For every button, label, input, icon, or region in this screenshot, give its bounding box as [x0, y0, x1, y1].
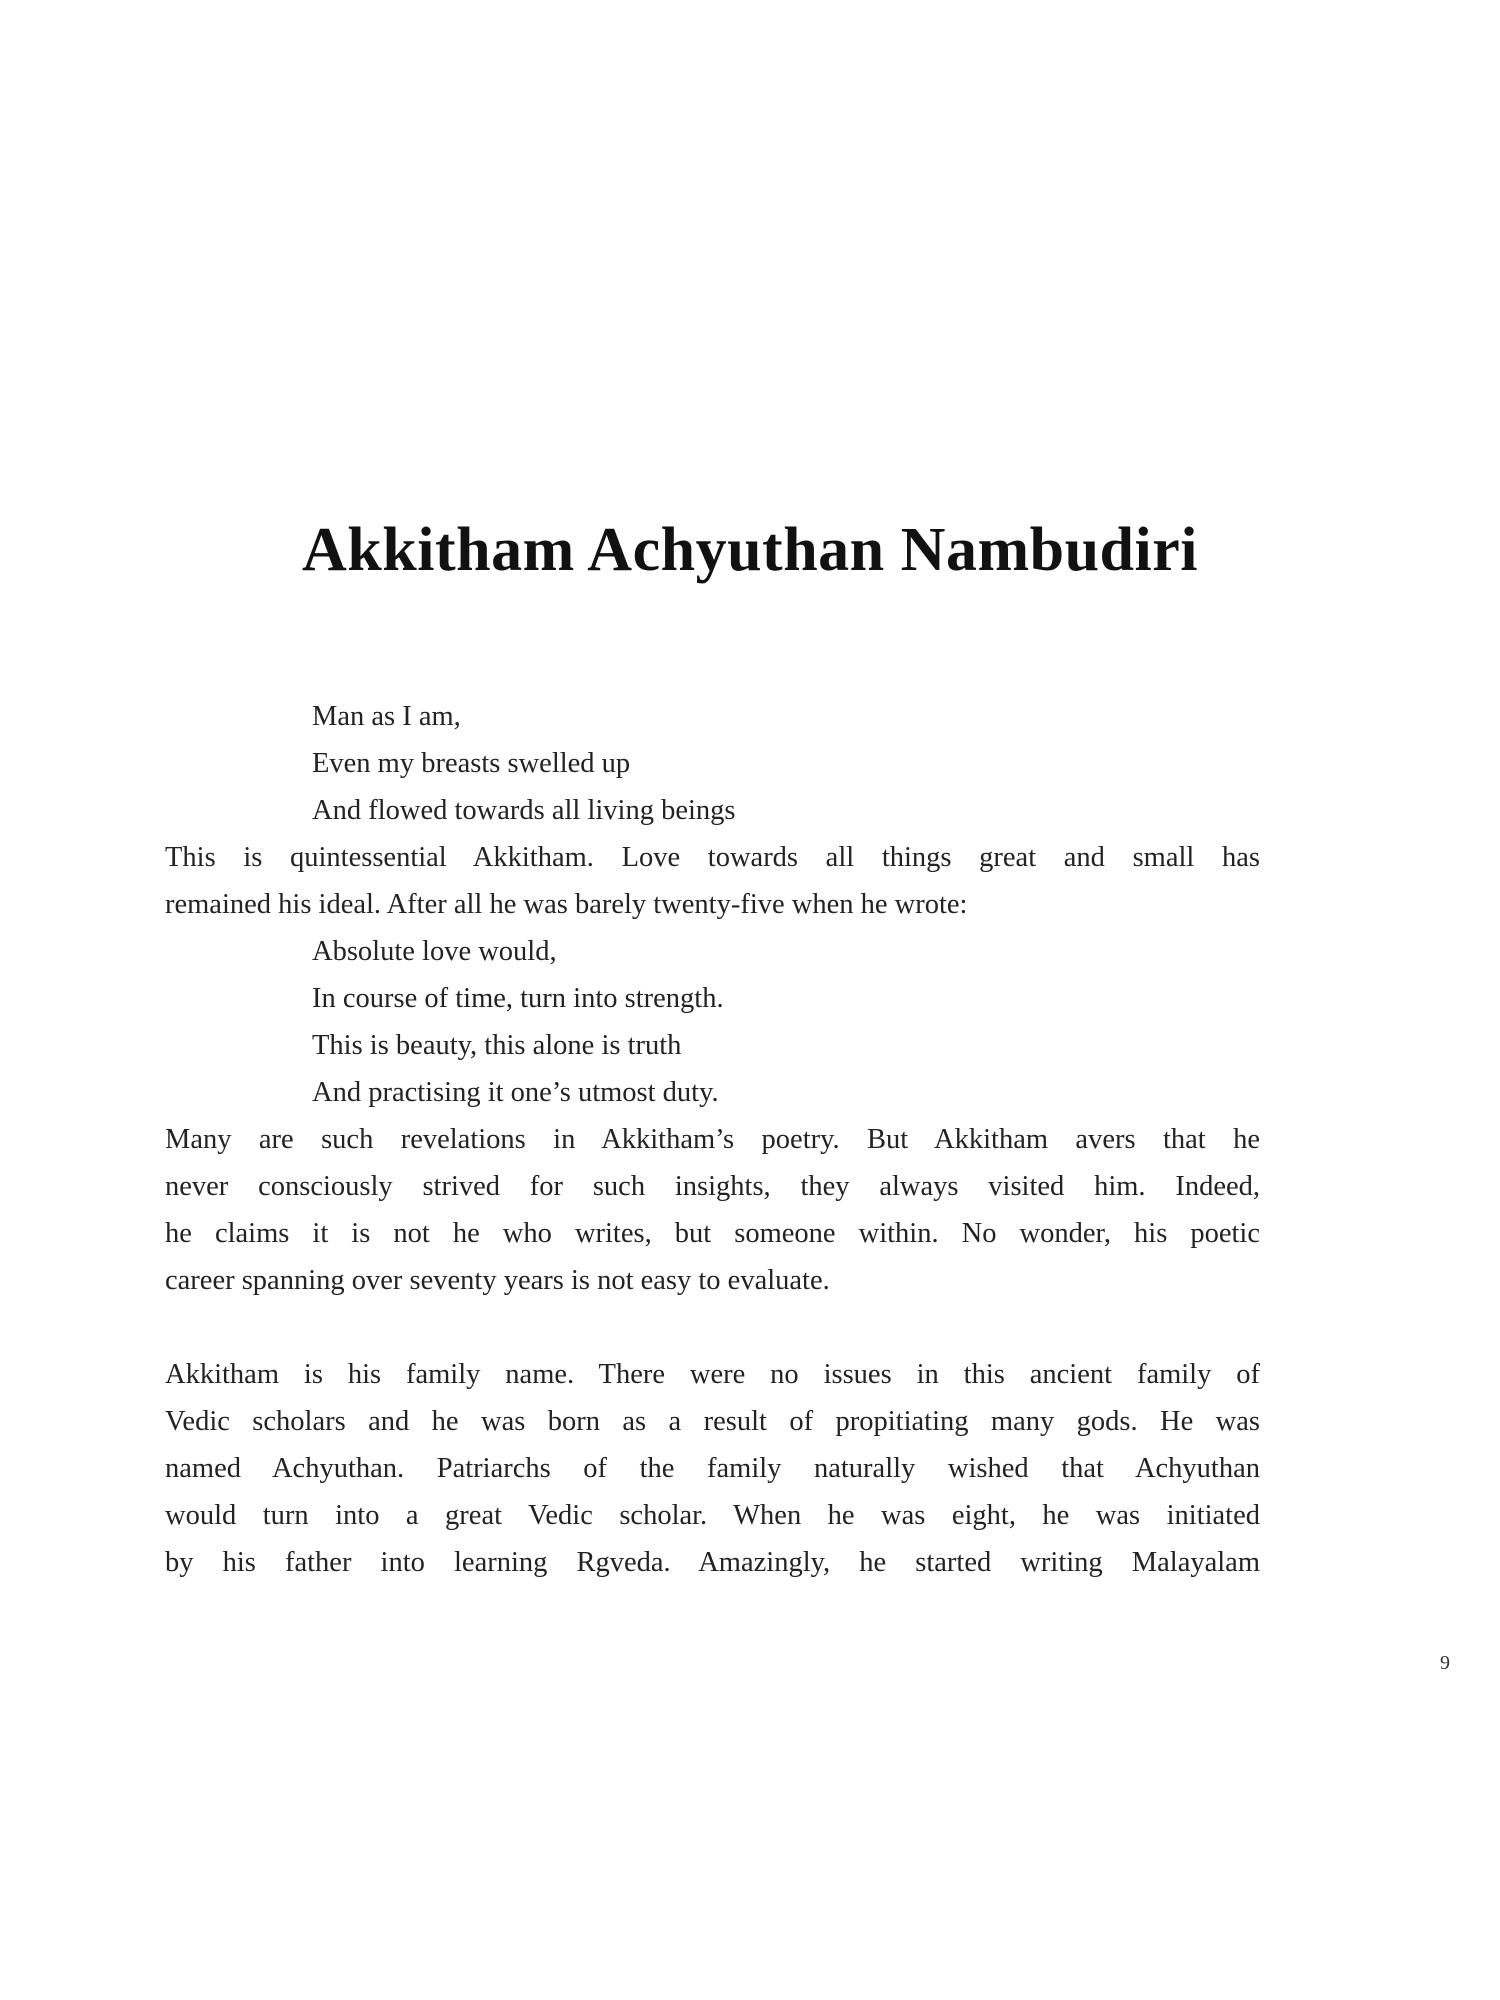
paragraph-3 — [165, 1351, 1260, 1586]
chapter-body — [165, 693, 1260, 1586]
paragraph-2 — [165, 1116, 1260, 1304]
verse-line: And practising it one’s utmost duty. — [312, 1077, 719, 1108]
paragraph-line: would turn into a great Vedic scholar. When he was eight, he was initiated — [165, 1500, 1260, 1531]
paragraph-line: remained his ideal. After all he was barely twenty-five when he wrote: — [165, 889, 968, 920]
verse-line: And flowed towards all living beings — [312, 795, 736, 826]
paragraph-line: Akkitham is his family name. There were no issues in this ancient family of — [165, 1359, 1260, 1390]
verse-line: This is beauty, this alone is truth — [312, 1030, 682, 1061]
paragraph-line: Many are such revelations in Akkitham’s poetry. But Akkitham avers that he — [165, 1124, 1260, 1155]
paragraph-line: This is quintessential Akkitham. Love towards all things great and small has — [165, 842, 1260, 873]
verse-line: Even my breasts swelled up — [312, 748, 631, 779]
page-number: 9 — [1440, 1652, 1450, 1674]
paragraph-gap — [165, 1304, 1260, 1351]
verse-quote-1 — [165, 693, 1260, 834]
verse-line: Absolute love would, — [312, 936, 557, 967]
chapter-title: Akkitham Achyuthan Nambudiri — [301, 516, 1199, 584]
paragraph-line: named Achyuthan. Patriarchs of the family naturally wished that Achyuthan — [165, 1453, 1260, 1484]
verse-line: Man as I am, — [312, 701, 461, 732]
paragraph-1 — [165, 834, 1260, 928]
paragraph-line: Vedic scholars and he was born as a result of propitiating many gods. He was — [165, 1406, 1260, 1437]
verse-line: In course of time, turn into strength. — [312, 983, 724, 1014]
verse-quote-2 — [165, 928, 1260, 1116]
paragraph-line: career spanning over seventy years is not easy to evaluate. — [165, 1265, 830, 1296]
paragraph-line: never consciously strived for such insights, they always visited him. Indeed, — [165, 1171, 1260, 1202]
paragraph-line: he claims it is not he who writes, but someone within. No wonder, his poetic — [165, 1218, 1260, 1249]
paragraph-line: by his father into learning Rgveda. Amazingly, he started writing Malayalam — [165, 1547, 1260, 1578]
